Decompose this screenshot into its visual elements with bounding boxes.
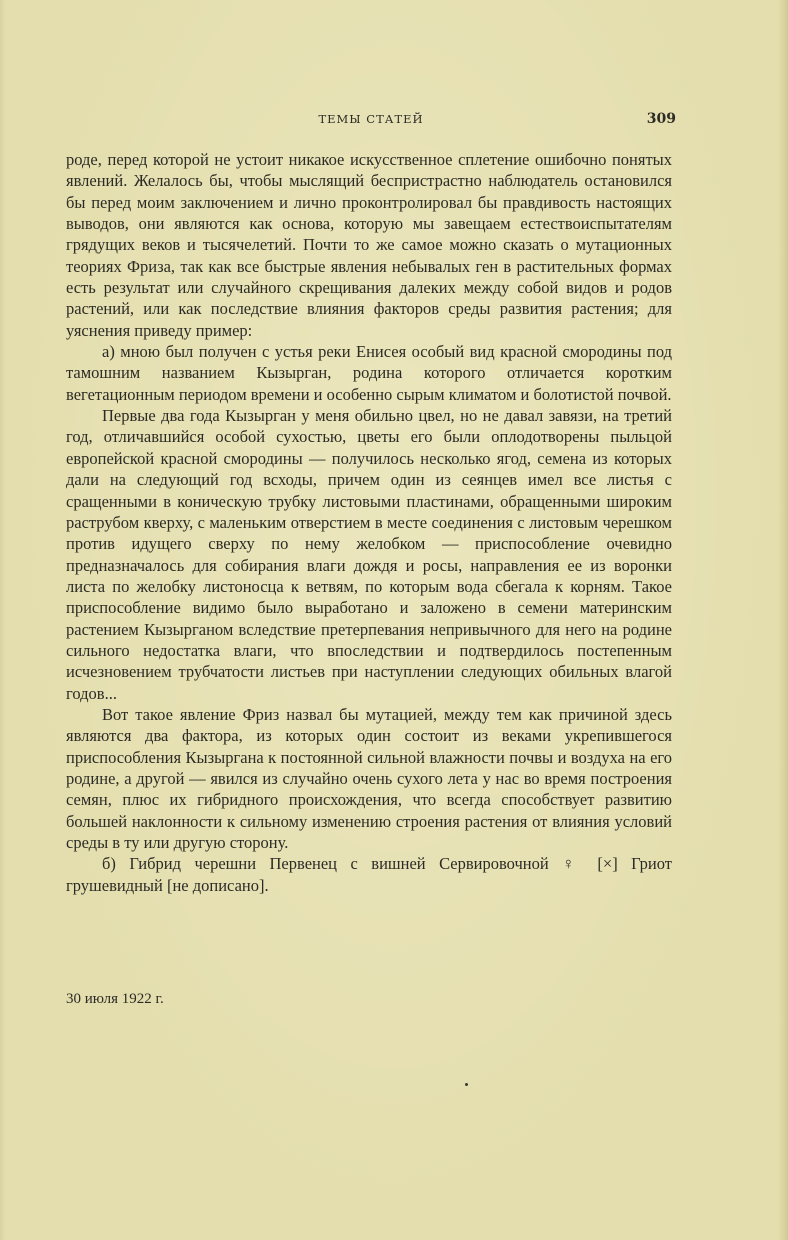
date-line: 30 июля 1922 г. [66, 991, 164, 1007]
paragraph-3: Первые два года Кызырган у меня обильно цвел, но не давал завязи, на третий год, отличавшийся особой сухостью, цветы его были оплодотворены пыльцой европейской красной смородины — получилось несколько ягод, семена из которых дали на следующий год всходы, причем один из сеянцев имел все листья с сращенными в коническую трубку листовыми пластинами, обращенными широким раструбом кверху, с маленьким отверстием в месте соединения с листовым черешком против идущего сверху по нему желобком — приспособление очевидно предназначалось для собирания влаги дождя и росы, направления ее из воронки листа по желобку листоносца к ветвям, по которым вода сбегала к корням. Такое приспособление видимо было выработано и заложено в семени материнским растением Кызырганом вследствие претерпевания непривычного для него на родине сильного недостатка влаги, что впоследствии и подтвердилось постепенным исчезновением трубчатости листьев при наступлении следующих обильных влагой годов... [66, 406, 672, 703]
paragraph-5: б) Гибрид черешни Первенец с вишней Сервировочной ♀ [×] Гриот грушевидный [не дописано]. [66, 854, 672, 895]
running-title: ТЕМЫ СТАТЕЙ [318, 112, 424, 126]
paragraph-2: а) мною был получен с устья реки Енисея особый вид красной смородины под тамошним названием Кызырган, родина которого отличается коротким вегетационным периодом времени и особенно сырым климатом и болотистой почвой. [66, 342, 672, 404]
running-header [66, 112, 676, 132]
paragraph-4: Вот такое явление Фриз назвал бы мутацией, между тем как причиной здесь являются два фактора, из которых один состоит из веками укрепившегося приспособления Кызыргана к постоянной сильной влажности почвы и воздуха на его родине, а другой — явился из случайно очень сухого лета у нас во время построения семян, плюс их гибридного происхождения, что всегда способствует развитию большей наклонности к сильному изменению строения растения от влияния условий среды в ту или другую сторону. [66, 704, 672, 852]
paragraph-1: роде, перед которой не устоит никакое искусственное сплетение ошибочно понятых явлений. Желалось бы, чтобы мыслящий беспристрастно наблюдатель остановился бы перед моим заключением и лично проконтролировал бы правдивость настоящих выводов, они являются как основа, которую мы завещаем естествоиспытателям грядущих веков и тысячелетий. Почти то же самое можно сказать о мутационных теориях Фриза, так как все быстрые явления небывалых ген в растительных формах есть результат или случайного скрещивания далеких между собой видов и родов растений, или как последствие влияния факторов среды развития растения; для уяснения приведу пример: [66, 150, 672, 340]
print-speck [465, 1083, 468, 1086]
article-body [66, 149, 672, 896]
page-right-edge [778, 0, 788, 1240]
page-left-edge [0, 0, 6, 1240]
page-number: 309 [646, 111, 676, 127]
